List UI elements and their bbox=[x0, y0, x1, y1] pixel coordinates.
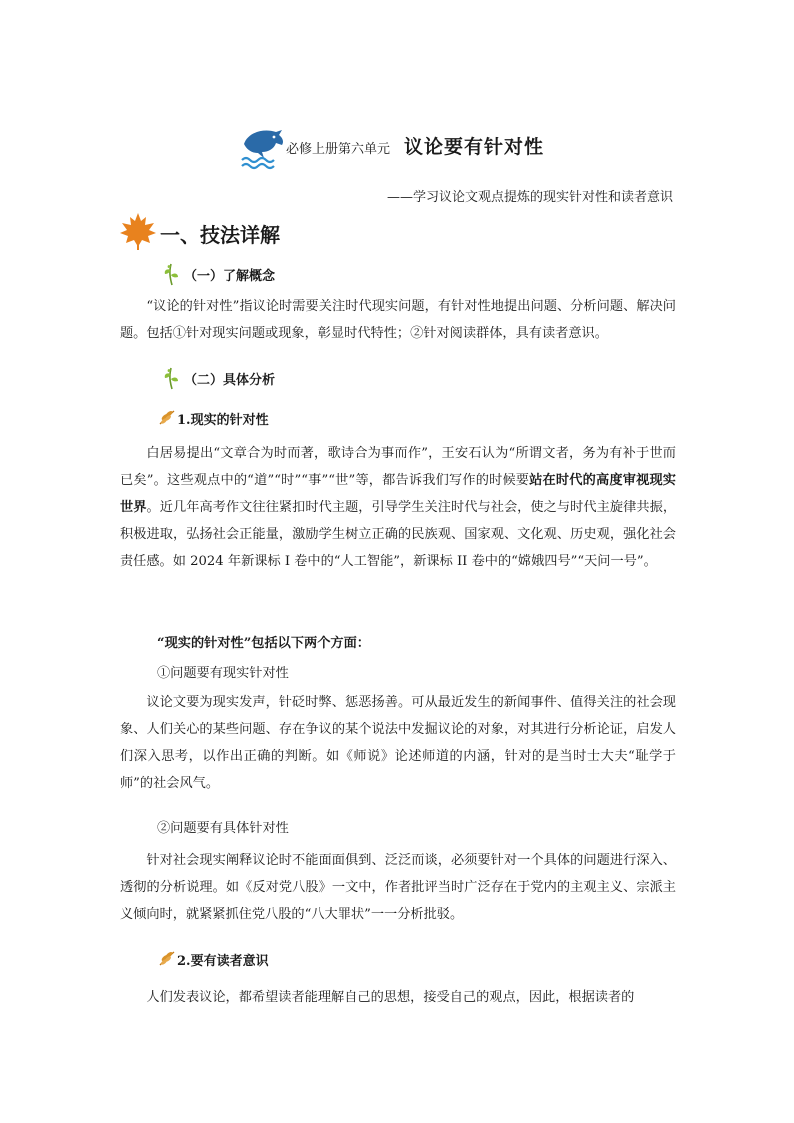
unit-label: 必修上册第六单元 bbox=[286, 142, 391, 157]
point-paragraph-1: 议论文要为现实发声，针砭时弊、惩恶扬善。可从最近发生的新闻事件、值得关注的社会现象、人们关心的某些问题、存在争议的某个说法中发掘议论的对象，对其进行分析论证，启发人们深入思考，以作出正确的判断。如《师说》论述师道的内涵，针对的是当时士大夫“耻学于师”的社会风气。 bbox=[120, 695, 676, 791]
point-title-1: ①问题要有现实针对性 bbox=[157, 666, 289, 681]
sprout-icon bbox=[160, 262, 182, 286]
paragraph-text: 。近几年高考作文往往紧扣时代主题，引导学生关注时代与社会，使之与时代主旋律共振，积极进取，弘扬社会正能量，激励学生树立正确的民族观、国家观、文化观、历史观，强化社会责任感。如 2024 年新课标 I 卷中的“人工智能”，新课标 II 卷中的“嫦娥四号”“天问一号”。 bbox=[120, 500, 677, 569]
point-title-2: ②问题要有具体针对性 bbox=[157, 821, 289, 836]
lead-line: “现实的针对性”包括以下两个方面： bbox=[157, 636, 370, 651]
subsection-heading-text: （一）了解概念 bbox=[184, 269, 276, 284]
subsection-heading-text: （二）具体分析 bbox=[184, 373, 276, 388]
point-paragraph-2: 针对社会现实阐释议论时不能面面俱到、泛泛而谈，必须要针对一个具体的问题进行深入、透彻的分析说理。如《反对党八股》一文中，作者批评当时广泛存在于党内的主观主义、宗派主义倾向时，就紧紧抓住党八股的“八大罪状”一一分析批驳。 bbox=[120, 853, 676, 922]
item-heading-1 bbox=[157, 407, 457, 427]
paragraph-text: 白居易提出“文章合为时而著，歌诗合为事而作”，王安石认为“所谓文者，务为有补于世而已矣”。这些观点中的“道”“时”“事”“世”等，都告诉我们写作的时候要 bbox=[120, 446, 676, 488]
subsection-heading-2 bbox=[160, 366, 460, 388]
wheat-icon bbox=[157, 949, 177, 967]
section-heading-1 bbox=[118, 211, 418, 251]
item-heading-text: 2.要有读者意识 bbox=[177, 954, 269, 969]
maple-leaf-icon bbox=[118, 211, 158, 251]
reader-paragraph: 人们发表议论，都希望读者能理解自己的思想，接受自己的观点，因此，根据读者的 bbox=[146, 990, 635, 1005]
subsection-heading-1 bbox=[160, 262, 460, 284]
wheat-icon bbox=[157, 408, 177, 426]
item-heading-text: 1.现实的针对性 bbox=[177, 413, 269, 428]
page-title: 议论要有针对性 bbox=[404, 136, 545, 158]
reality-paragraph bbox=[120, 440, 676, 575]
sprout-icon bbox=[160, 366, 182, 390]
dolphin-logo-icon bbox=[238, 122, 288, 172]
section-heading-text: 一、技法详解 bbox=[160, 223, 280, 247]
item-heading-2 bbox=[157, 948, 457, 968]
concept-paragraph: “议论的针对性”指议论时需要关注时代现实问题，有针对性地提出问题、分析问题、解决问题。包括①针对现实问题或现象，彰显时代特性；②针对阅读群体，具有读者意识。 bbox=[120, 299, 676, 341]
emphasis-text: 站在时代的高度审视现实世界 bbox=[120, 473, 676, 515]
page-header bbox=[0, 120, 794, 176]
page-subtitle: ——学习议论文观点提炼的现实针对性和读者意识 bbox=[386, 190, 673, 205]
